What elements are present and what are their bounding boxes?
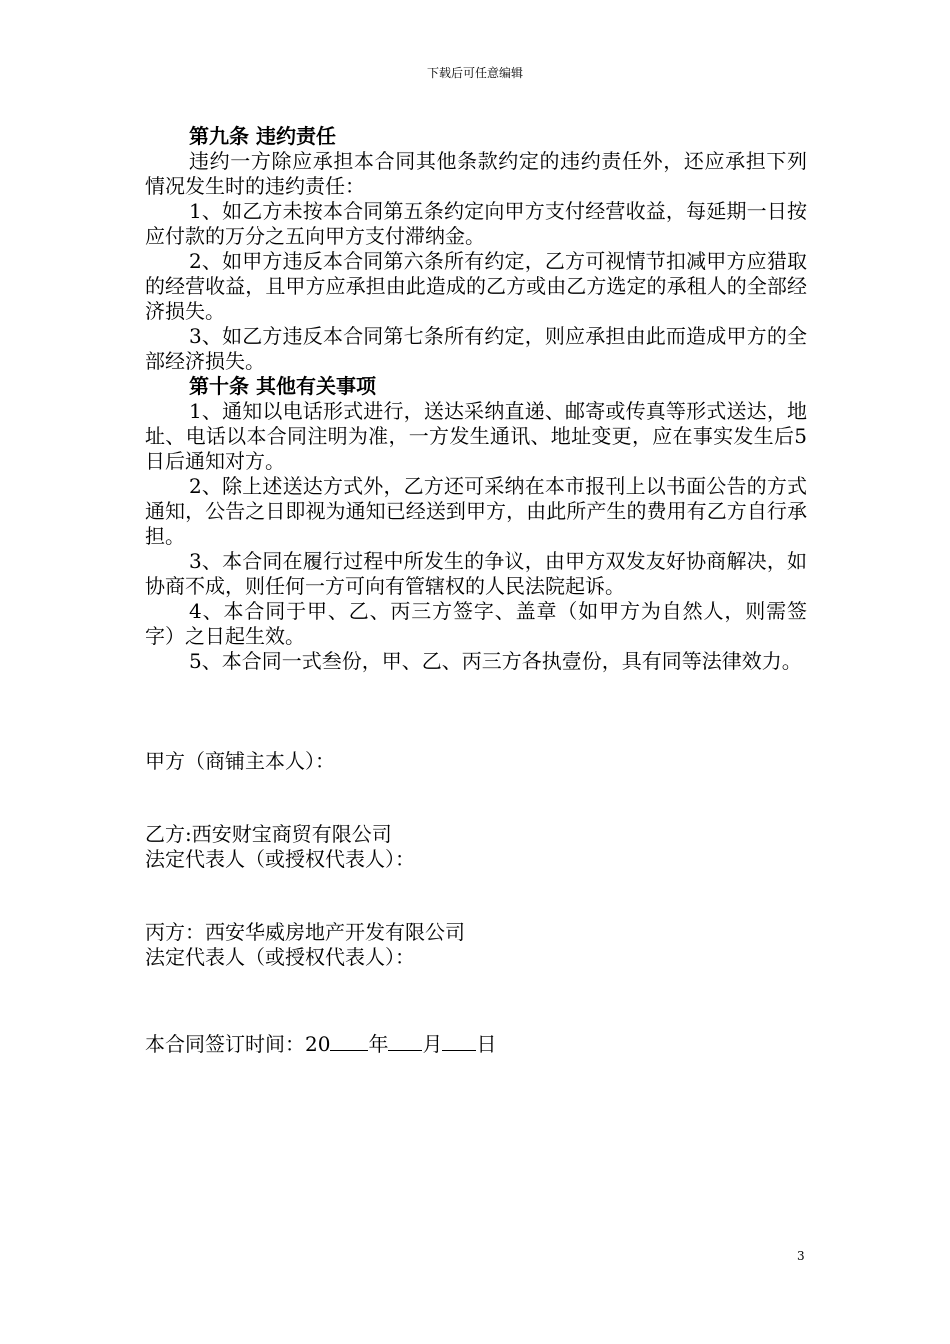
day-label: 日 — [476, 1032, 497, 1056]
month-blank — [388, 1030, 422, 1051]
party-b-name: 乙方:西安财宝商贸有限公司 — [145, 822, 392, 846]
article9-item-1: 1、如乙方未按本合同第五条约定向甲方支付经营收益，每延期一日按应付款的万分之五向甲方支付滞纳金。 — [145, 199, 807, 248]
party-b-representative-line: 法定代表人（或授权代表人）： — [145, 847, 415, 871]
month-label: 月 — [422, 1032, 443, 1056]
signing-date-line — [145, 1030, 807, 1057]
article9-intro: 违约一方除应承担本合同其他条款约定的违约责任外，还应承担下列情况发生时的违约责任： — [145, 149, 807, 198]
document-body — [145, 124, 807, 1057]
page-header: 下载后可任意编辑 — [426, 66, 523, 80]
party-c-name: 丙方：西安华威房地产开发有限公司 — [145, 920, 465, 944]
day-blank — [442, 1030, 476, 1051]
party-c-representative-line: 法定代表人（或授权代表人）： — [145, 945, 415, 969]
article9-item-3: 3、如乙方违反本合同第七条所有约定，则应承担由此而造成甲方的全部经济损失。 — [145, 324, 807, 373]
article10-item-3: 3、本合同在履行过程中所发生的争议，由甲方双发友好协商解决，如协商不成，则任何一方可向有管辖权的人民法院起诉。 — [145, 549, 807, 598]
year-blank — [330, 1030, 368, 1051]
article10-item-5: 5、本合同一式叁份，甲、乙、丙三方各执壹份，具有同等法律效力。 — [189, 649, 802, 673]
article10-item-1: 1、通知以电话形式进行，送达采纳直递、邮寄或传真等形式送达，地址、电话以本合同注明为准，一方发生通讯、地址变更，应在事实发生后5日后通知对方。 — [145, 399, 807, 473]
article10-item-4: 4、本合同于甲、乙、丙三方签字、盖章（如甲方为自然人，则需签字）之日起生效。 — [145, 599, 807, 648]
year-label: 年 — [368, 1032, 389, 1056]
article9-item-2: 2、如甲方违反本合同第六条所有约定，乙方可视情节扣减甲方应猎取的经营收益，且甲方应承担由此造成的乙方或由乙方选定的承租人的全部经济损失。 — [145, 249, 807, 323]
page-number: 3 — [797, 1249, 805, 1263]
party-a-signature-line: 甲方（商铺主本人）： — [145, 749, 335, 773]
date-label: 本合同签订时间：20 — [145, 1032, 331, 1056]
article10-title: 第十条 其他有关事项 — [189, 374, 376, 398]
article9-title: 第九条 违约责任 — [189, 124, 336, 148]
article10-item-2: 2、除上述送达方式外，乙方还可采纳在本市报刊上以书面公告的方式通知，公告之日即视为通知已经送到甲方，由此所产生的费用有乙方自行承担。 — [145, 474, 807, 548]
